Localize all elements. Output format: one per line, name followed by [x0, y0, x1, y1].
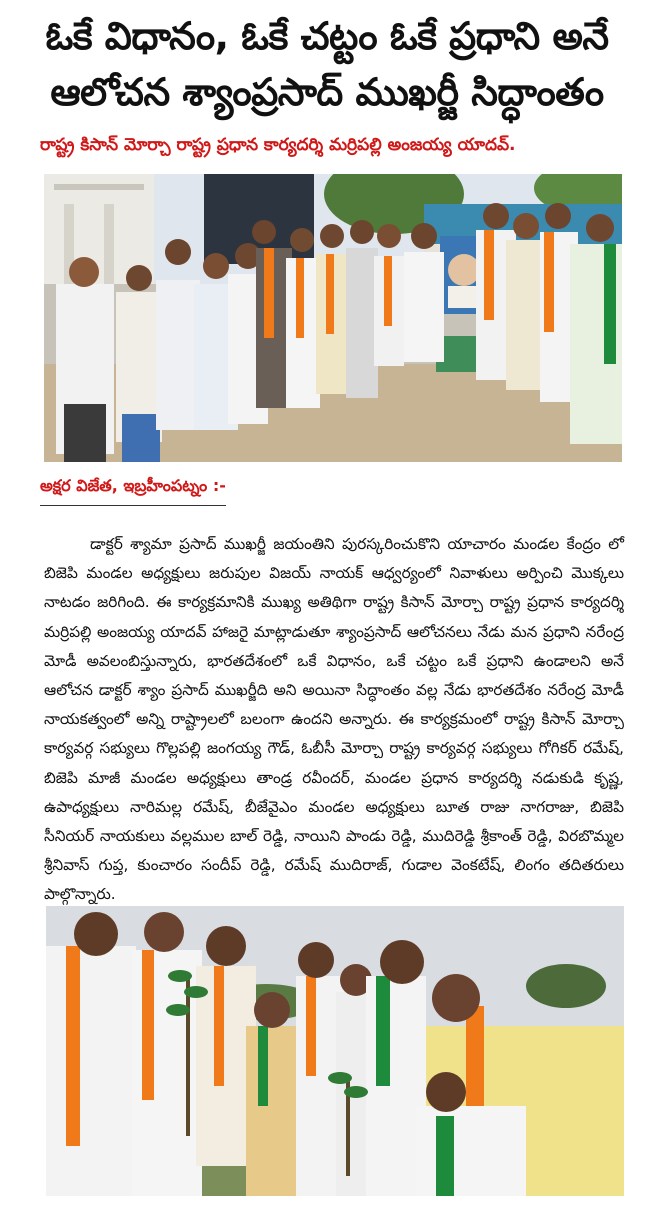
article-body: డాక్టర్ శ్యామా ప్రసాద్ ముఖర్జీ జయంతిని పురస్కరించుకొని యాచారం మండల కేంద్రం లో బిజెపి మండల అధ్యక్షులు జరుపుల విజయ్ నాయక్ ఆధ్వర్యంలో నివాళులు అర్పించి మొక్కలు నాటడం జరిగింది. ఈ కార్యక్రమానికి ముఖ్య అతిథిగా రాష్ట్ర కిసాన్ మోర్చా రాష్ట్ర ప్రధాన కార్యదర్శి మర్రిపల్లి అంజయ్య యాదవ్ హాజరై మాట్లాడుతూ శ్యాంప్రసాద్ ఆలోచనలు నేడు మన ప్రధాని నరేంద్ర మోడీ అవలంబిస్తున్నారు, భారతదేశంలో ఒకే విధానం, ఒకే చట్టం ఒకే ప్రధాని ఉండాలని అనే ఆలోచన డాక్టర్ శ్యాం ప్రసాద్ ముఖర్జీది అని అయినా సిద్ధాంతం వల్ల నేడు భారతదేశం నరేంద్ర మోడీ నాయకత్వంలో అన్ని రాష్ట్రాలలో బలంగా ఉందని అన్నారు. ఈ కార్యక్రమంలో రాష్ట్ర కిసాన్ మోర్చా కార్యవర్గ సభ్యులు గొల్లపల్లి జంగయ్య గౌడ్, ఓబీసీ మోర్చా రాష్ట్ర కార్యవర్గ సభ్యులు గోగికర్ రమేష్, బిజెపి మాజీ మండల అధ్యక్షులు తాండ్ర రవీందర్, మండల ప్రధాన కార్యదర్శి నడుకుడి కృష్ణ, ఉపాధ్యక్షులు నారిమల్ల రమేష్, బీజేవైఎం మండల అధ్యక్షులు బూత రాజు నాగరాజు, బిజెపి సీనియర్ నాయకులు వల్లముల బాల్ రెడ్డి, నాయిని పాండు రెడ్డి, ముదిరెడ్డి శ్రీకాంత్ రెడ్డి, విరబొమ్మల శ్రీనివాస్ గుప్త, కుంచారం సందీప్ రెడ్డి, రమేష్ ముదిరాజ్, గుడాల వెంకటేష్, లింగం తదితరులు పాల్గొన్నారు.	[44, 535, 624, 904]
dateline: అక్షర విజేత, ఇబ్రహీంపట్నం :-	[40, 476, 226, 506]
headline-line-1: ఓకే విధానం, ఓకే చట్టం ఓకే ప్రధాని అనే	[45, 14, 609, 58]
subheadline: రాష్ట్ర కిసాన్ మోర్చా రాష్ట్ర ప్రధాన కార్యదర్శి మర్రిపల్లి అంజయ్య యాదవ్.	[40, 135, 516, 155]
headline-line-2: ఆలోచన శ్యాంప్రసాద్ ముఖర్జీ సిద్ధాంతం	[50, 70, 604, 114]
plantation-photo	[46, 906, 624, 1196]
group-tribute-photo	[44, 174, 622, 462]
headline	[0, 8, 654, 120]
